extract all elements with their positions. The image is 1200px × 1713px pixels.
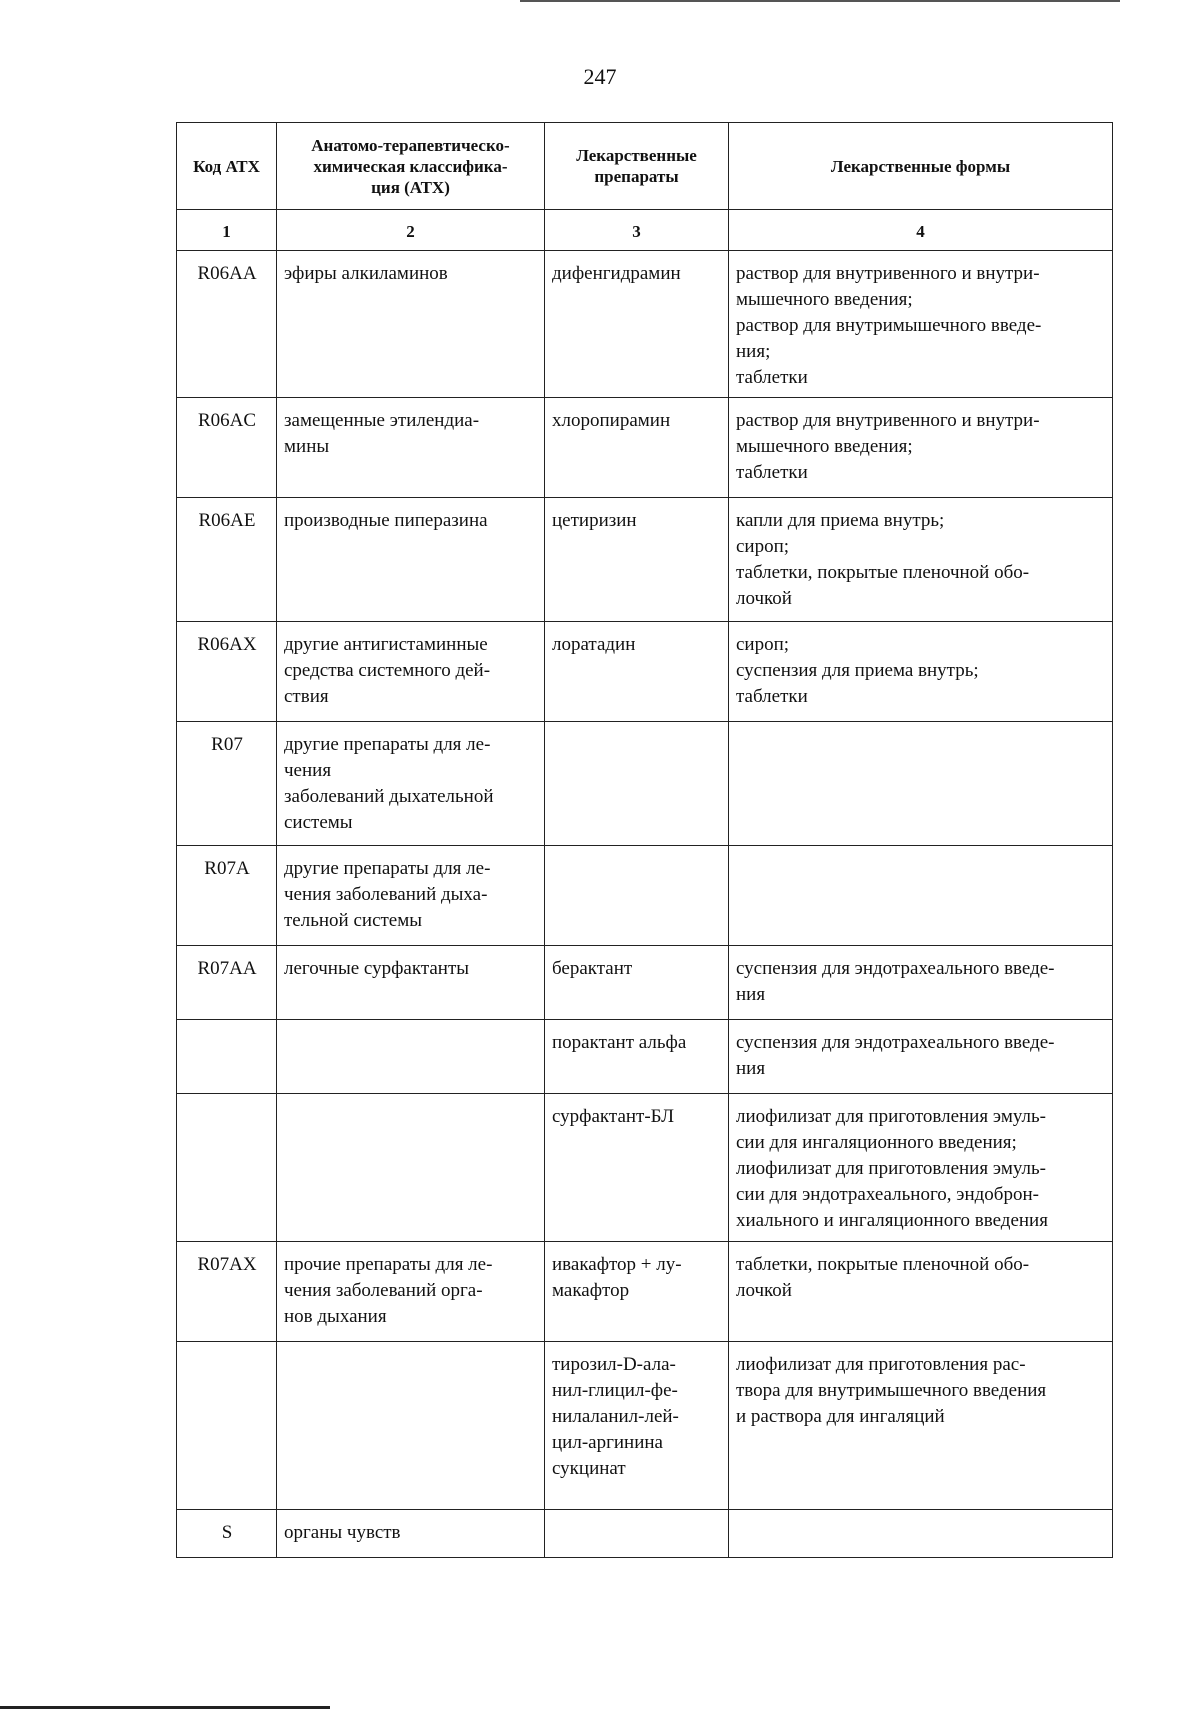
column-number-row — [177, 210, 1113, 251]
atc-code-cell: R07A — [177, 846, 277, 946]
classification-cell: другие препараты для ле- чения заболеваний дыха- тельной системы — [277, 846, 545, 946]
dosage-forms-cell: сироп; суспензия для приема внутрь; таблетки — [729, 622, 1113, 722]
classification-cell: легочные сурфактанты — [277, 946, 545, 1020]
drug-cell: берактант — [545, 946, 729, 1020]
atc-code-cell: R07 — [177, 722, 277, 846]
header-row — [177, 123, 1113, 210]
table-row — [177, 1094, 1113, 1242]
atc-code-cell: S — [177, 1510, 277, 1558]
table-row — [177, 251, 1113, 398]
drug-cell: сурфактант-БЛ — [545, 1094, 729, 1242]
dosage-forms-cell: суспензия для эндотрахеального введе- ния — [729, 946, 1113, 1020]
dosage-forms-cell — [729, 1510, 1113, 1558]
atc-classification-table — [176, 122, 1113, 1558]
dosage-forms-cell: суспензия для эндотрахеального введе- ния — [729, 1020, 1113, 1094]
atc-code-cell — [177, 1020, 277, 1094]
dosage-forms-cell: раствор для внутривенного и внутри- мышечного введения; таблетки — [729, 398, 1113, 498]
column-number: 1 — [177, 210, 277, 251]
drug-cell: ивакафтор + лу- макафтор — [545, 1242, 729, 1342]
atc-code-cell — [177, 1094, 277, 1242]
page-number: 247 — [583, 64, 617, 89]
drug-cell: цетиризин — [545, 498, 729, 622]
classification-cell — [277, 1020, 545, 1094]
drug-cell — [545, 846, 729, 946]
bottom-scan-rule — [0, 1706, 330, 1709]
classification-cell: другие антигистаминные средства системного дей- ствия — [277, 622, 545, 722]
classification-cell: другие препараты для ле- чения заболеваний дыхательной системы — [277, 722, 545, 846]
drug-cell — [545, 1510, 729, 1558]
dosage-forms-cell: таблетки, покрытые пленочной обо- лочкой — [729, 1242, 1113, 1342]
atc-code-cell: R06AA — [177, 251, 277, 398]
classification-cell: эфиры алкиламинов — [277, 251, 545, 398]
dosage-forms-cell — [729, 846, 1113, 946]
table-row — [177, 498, 1113, 622]
table-row — [177, 1242, 1113, 1342]
column-number: 3 — [545, 210, 729, 251]
table-row — [177, 722, 1113, 846]
dosage-forms-cell: лиофилизат для приготовления рас- твора для внутримышечного введения и раствора для ингаляций — [729, 1342, 1113, 1510]
classification-cell: замещенные этилендиа- мины — [277, 398, 545, 498]
classification-cell — [277, 1094, 545, 1242]
table-row — [177, 846, 1113, 946]
table-row — [177, 1342, 1113, 1510]
top-scan-rule — [520, 0, 1120, 2]
header-dosage-forms: Лекарственные формы — [729, 123, 1113, 210]
classification-cell — [277, 1342, 545, 1510]
table-row — [177, 622, 1113, 722]
drug-cell — [545, 722, 729, 846]
dosage-forms-cell: лиофилизат для приготовления эмуль- сии для ингаляционного введения; лиофилизат для приготовления эмуль- сии для эндотрахеального, эндоброн- хиального и ингаляционного введения — [729, 1094, 1113, 1242]
atc-code-cell: R07AX — [177, 1242, 277, 1342]
atc-code-cell: R06AX — [177, 622, 277, 722]
table-row — [177, 946, 1113, 1020]
atc-code-cell: R06AC — [177, 398, 277, 498]
atc-code-cell: R07AA — [177, 946, 277, 1020]
drug-cell: дифенгидрамин — [545, 251, 729, 398]
drug-cell: порактант альфа — [545, 1020, 729, 1094]
classification-cell: прочие препараты для ле- чения заболеваний орга- нов дыхания — [277, 1242, 545, 1342]
header-atc-classification: Анатомо-терапевтическо- химическая классифика- ция (АТХ) — [277, 123, 545, 210]
drug-cell: тирозил-D-ала- нил-глицил-фе- нилаланил-лей- цил-аргинина сукцинат — [545, 1342, 729, 1510]
header-drugs: Лекарственные препараты — [545, 123, 729, 210]
dosage-forms-cell: раствор для внутривенного и внутри- мышечного введения; раствор для внутримышечного введе- ния; таблетки — [729, 251, 1113, 398]
classification-cell: производные пиперазина — [277, 498, 545, 622]
header-atc-code: Код АТХ — [177, 123, 277, 210]
drug-cell: лоратадин — [545, 622, 729, 722]
drug-cell: хлоропирамин — [545, 398, 729, 498]
dosage-forms-cell: капли для приема внутрь; сироп; таблетки, покрытые пленочной обо- лочкой — [729, 498, 1113, 622]
column-number: 4 — [729, 210, 1113, 251]
table-row — [177, 398, 1113, 498]
table-row — [177, 1020, 1113, 1094]
table-row — [177, 1510, 1113, 1558]
classification-cell: органы чувств — [277, 1510, 545, 1558]
atc-code-cell: R06AE — [177, 498, 277, 622]
atc-code-cell — [177, 1342, 277, 1510]
dosage-forms-cell — [729, 722, 1113, 846]
column-number: 2 — [277, 210, 545, 251]
